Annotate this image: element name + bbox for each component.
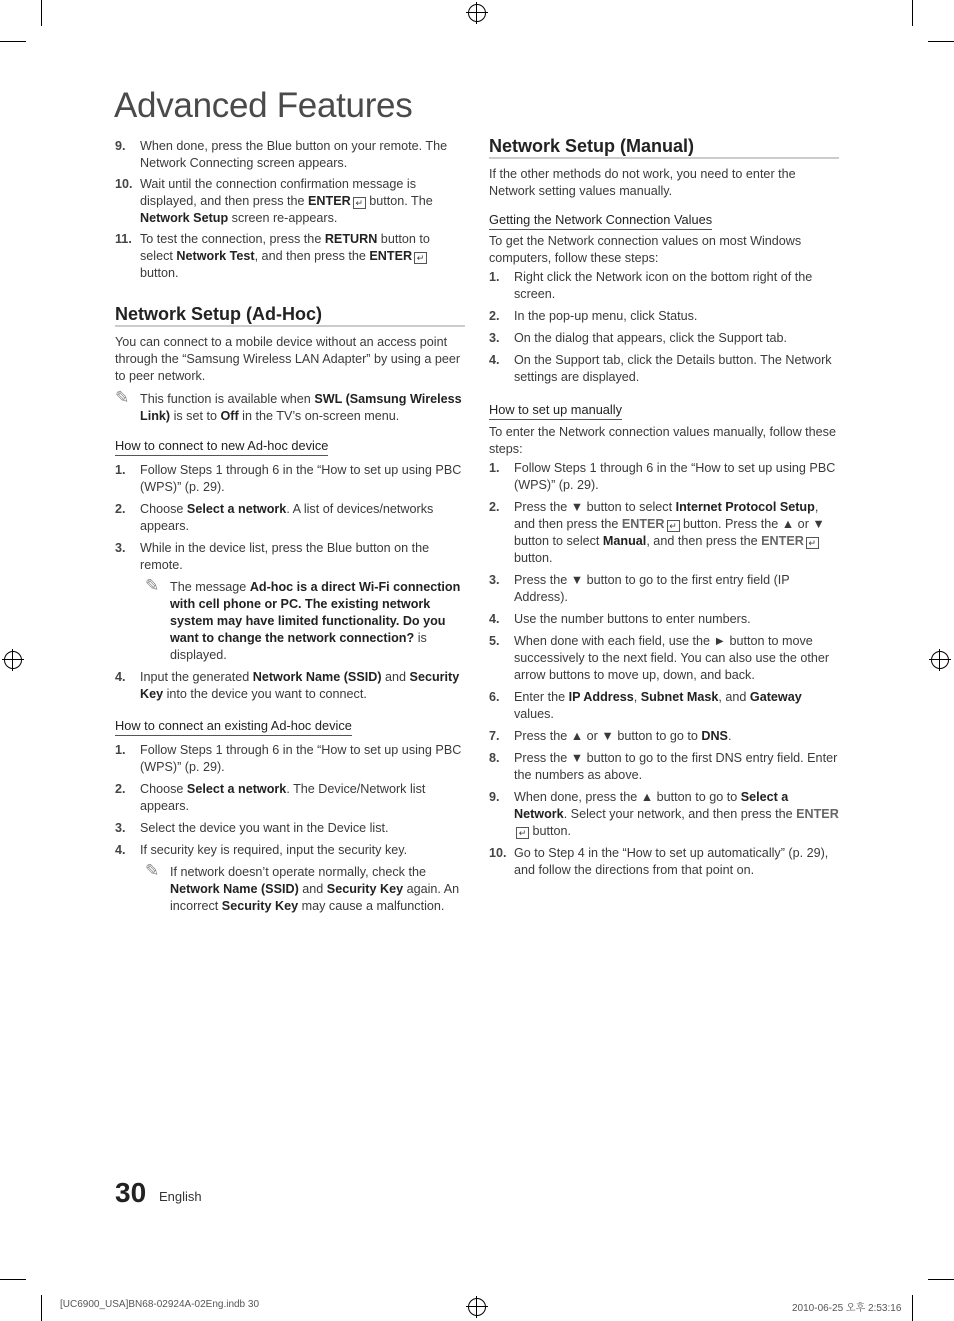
print-file-info: [UC6900_USA]BN68-02924A-02Eng.indb 30 bbox=[60, 1299, 260, 1310]
list-item: 3. Select the device you want in the Device list. bbox=[115, 821, 389, 835]
print-date-info: 2010-06-25 오후 2:53:16 bbox=[792, 1303, 902, 1314]
subsection-heading: How to set up manually bbox=[489, 401, 622, 420]
note: ✎ The message Ad-hoc is a direct Wi-Fi connection with cell phone or PC. The existing network system may have limited functionality. Do you want to change the network connection? is displayed. bbox=[145, 576, 461, 662]
crop-mark bbox=[928, 1279, 954, 1280]
enter-icon: ↵ bbox=[667, 520, 680, 532]
page-number: 30 bbox=[115, 1177, 147, 1208]
list-item: 4. Input the generated Network Name (SSID) and Security Key into the device you want to connect. bbox=[115, 670, 460, 701]
list-item: 1. Follow Steps 1 through 6 in the “How to set up using PBC (WPS)” (p. 29). bbox=[115, 463, 462, 494]
list-item: 11. To test the connection, press the RETURN button to select Network Test, and then press the ENTER ↵ button. bbox=[115, 232, 430, 280]
registration-mark-icon bbox=[468, 4, 486, 22]
list-item: 1. Right click the Network icon on the bottom right of the screen. bbox=[489, 270, 813, 301]
list-item: 3. While in the device list, press the Blue button on the remote. bbox=[115, 541, 430, 572]
list-item: 8. Press the ▼ button to go to the first DNS entry field. Enter the numbers as above. bbox=[489, 751, 838, 782]
subsection-heading: How to connect to new Ad-hoc device bbox=[115, 437, 328, 456]
list-item: 6. Enter the IP Address, Subnet Mask, and Gateway values. bbox=[489, 690, 802, 721]
crop-mark bbox=[928, 41, 954, 42]
section-heading: Network Setup (Manual) bbox=[489, 138, 839, 159]
list-item: 2. Choose Select a network. A list of devices/networks appears. bbox=[115, 502, 434, 533]
list-item: 4. On the Support tab, click the Details button. The Network settings are displayed. bbox=[489, 353, 832, 384]
crop-mark bbox=[41, 0, 42, 26]
list-item: 1. Follow Steps 1 through 6 in the “How to set up using PBC (WPS)” (p. 29). bbox=[115, 743, 462, 774]
note: ✎ If network doesn’t operate normally, check the Network Name (SSID) and Security Key again. An incorrect Security Key may cause a malfunction. bbox=[145, 861, 460, 913]
paragraph: To enter the Network connection values manually, follow these steps: bbox=[489, 425, 836, 456]
crop-mark bbox=[0, 1279, 26, 1280]
list-item: 9. When done, press the ▲ button to go to Select a Network. Select your network, and then press the ENTER↵ button. bbox=[489, 790, 839, 838]
list-item: 2. Press the ▼ button to select Internet Protocol Setup, and then press the ENTER ↵ button. Press the ▲ or ▼ button to select Manual, and then press the ENTER ↵ button. bbox=[489, 500, 825, 565]
enter-icon: ↵ bbox=[414, 252, 427, 264]
registration-mark-icon bbox=[4, 651, 22, 669]
left-column bbox=[115, 138, 465, 915]
pencil-note-icon: ✎ bbox=[145, 861, 160, 880]
crop-mark bbox=[912, 0, 913, 26]
crop-mark bbox=[41, 1295, 42, 1321]
enter-icon: ↵ bbox=[516, 827, 529, 839]
crop-mark bbox=[912, 1295, 913, 1321]
list-item: 9. When done, press the Blue button on your remote. The Network Connecting screen appears. bbox=[115, 139, 448, 170]
list-item: 2. Choose Select a network. The Device/Network list appears. bbox=[115, 782, 426, 813]
paragraph: If the other methods do not work, you need to enter the Network setting values manually. bbox=[489, 167, 796, 198]
list-item: 10. Wait until the connection confirmation message is displayed, and then press the ENTER ↵ button. The Network Setup screen re-appears. bbox=[115, 177, 433, 225]
page-title: Advanced Features bbox=[114, 86, 413, 125]
list-item: 5. When done with each field, use the ► button to move successively to the next field. You can also use the other arrow buttons to move up, down, and back. bbox=[489, 634, 830, 682]
section-heading: Network Setup (Ad-Hoc) bbox=[115, 306, 465, 327]
registration-mark-icon bbox=[468, 1298, 486, 1316]
note: ✎ This function is available when SWL (Samsung Wireless Link) is set to Off in the TV’s on-screen menu. bbox=[115, 388, 462, 423]
subsection-heading: Getting the Network Connection Values bbox=[489, 211, 712, 230]
paragraph: You can connect to a mobile device without an access point through the “Samsung Wireless LAN Adapter” by using a peer to peer network. bbox=[115, 335, 461, 383]
list-item: 10. Go to Step 4 in the “How to set up automatically” (p. 29), and follow the directions from that point on. bbox=[489, 846, 829, 877]
pencil-note-icon: ✎ bbox=[145, 576, 160, 595]
page-language: English bbox=[159, 1189, 202, 1204]
list-item: 3. On the dialog that appears, click the Support tab. bbox=[489, 331, 788, 345]
list-item: 2. In the pop-up menu, click Status. bbox=[489, 309, 698, 323]
registration-mark-icon bbox=[931, 651, 949, 669]
list-item: 3. Press the ▼ button to go to the first entry field (IP Address). bbox=[489, 573, 790, 604]
list-item: 4. If security key is required, input the security key. bbox=[115, 843, 408, 857]
list-item: 1. Follow Steps 1 through 6 in the “How to set up using PBC (WPS)” (p. 29). bbox=[489, 461, 836, 492]
crop-mark bbox=[0, 41, 26, 42]
enter-icon: ↵ bbox=[806, 537, 819, 549]
enter-icon: ↵ bbox=[353, 197, 366, 209]
pencil-note-icon: ✎ bbox=[115, 388, 130, 407]
subsection-heading: How to connect an existing Ad-hoc device bbox=[115, 717, 352, 736]
right-column bbox=[489, 138, 839, 879]
paragraph: To get the Network connection values on most Windows computers, follow these steps: bbox=[489, 234, 802, 265]
list-item: 7. Press the ▲ or ▼ button to go to DNS. bbox=[489, 729, 732, 743]
list-item: 4. Use the number buttons to enter numbers. bbox=[489, 612, 751, 626]
